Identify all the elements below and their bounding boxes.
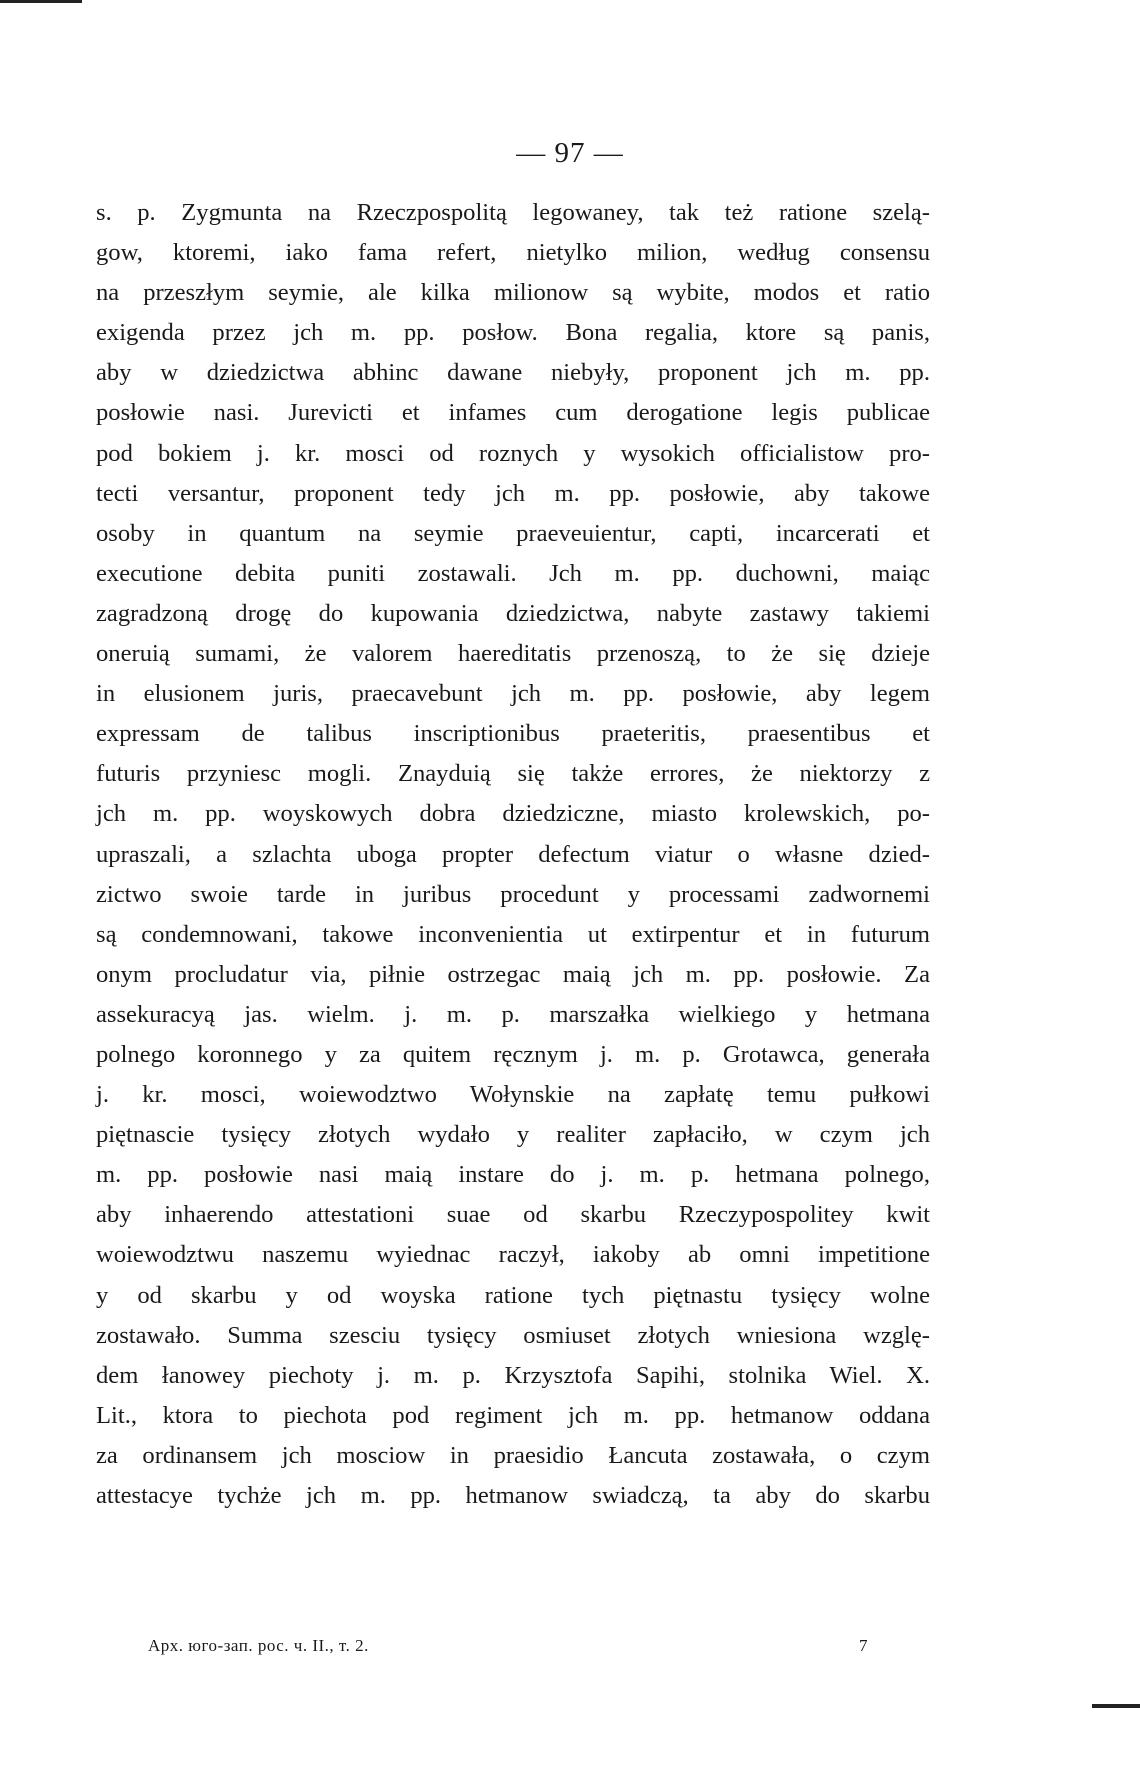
text-line: assekuracyą jas. wielm. j. m. p. marszałka wielkiego y hetmana bbox=[96, 1000, 930, 1028]
text-line: upraszali, a szlachta uboga propter defectum viatur o własne dzied- bbox=[96, 840, 930, 868]
text-line: expressam de talibus inscriptionibus praeteritis, praesentibus et bbox=[96, 720, 930, 748]
text-line: zictwo swoie tarde in juribus procedunt y processami zadwornemi bbox=[96, 880, 930, 908]
footer-sheet-number: 7 bbox=[859, 1636, 868, 1655]
text-line: futuris przyniesc mogli. Znayduią się także errores, że niektorzy z bbox=[96, 760, 930, 788]
text-line: aby inhaerendo attestationi suae od skarbu Rzeczypospolitey kwit bbox=[96, 1201, 930, 1229]
text-line: y od skarbu y od woyska ratione tych piętnastu tysięcy wolne bbox=[96, 1281, 930, 1309]
text-line: j. kr. mosci, woiewodztwo Wołynskie na zapłatę temu pułkowi bbox=[96, 1081, 930, 1109]
text-line: in elusionem juris, praecavebunt jch m. pp. posłowie, aby legem bbox=[96, 680, 930, 708]
text-line: piętnascie tysięcy złotych wydało y realiter zapłaciło, w czym jch bbox=[96, 1121, 930, 1149]
text-line: executione debita puniti zostawali. Jch m. pp. duchowni, maiąc bbox=[96, 559, 930, 587]
text-line: osoby in quantum na seymie praeveuientur, capti, incarcerati et bbox=[96, 519, 930, 547]
text-line: pod bokiem j. kr. mosci od roznych y wysokich officialistow pro- bbox=[96, 439, 930, 467]
footer-signature: Арх. юго-зап. рос. ч. II., т. 2. bbox=[148, 1636, 369, 1655]
page-number: — 97 — bbox=[516, 137, 624, 169]
text-line: są condemnowani, takowe inconvenientia ut extirpentur et in futurum bbox=[96, 920, 930, 948]
text-line: onym procludatur via, piłnie ostrzegac maią jch m. pp. posłowie. Za bbox=[96, 960, 930, 988]
text-line: exigenda przez jch m. pp. posłow. Bona regalia, ktore są panis, bbox=[96, 319, 930, 347]
text-line: s. p. Zygmunta na Rzeczpospolitą legowaney, tak też ratione szelą- bbox=[96, 199, 930, 226]
scan-edge-mark bbox=[0, 0, 82, 3]
text-line: gow, ktoremi, iako fama refert, nietylko milion, według consensu bbox=[96, 239, 930, 267]
scan-edge-mark-bottom bbox=[1092, 1704, 1140, 1708]
text-line: zagradzoną drogę do kupowania dziedzictwa, nabyte zastawy takiemi bbox=[96, 599, 930, 627]
text-line: posłowie nasi. Jurevicti et infames cum derogatione legis publicae bbox=[96, 399, 930, 427]
text-line: aby w dziedzictwa abhinc dawane niebyły, proponent jch m. pp. bbox=[96, 359, 930, 387]
text-line: tecti versantur, proponent tedy jch m. pp. posłowie, aby takowe bbox=[96, 479, 930, 507]
text-line: jch m. pp. woyskowych dobra dziedziczne, miasto krolewskich, po- bbox=[96, 800, 930, 828]
text-line: oneruią sumami, że valorem haereditatis przenoszą, to że się dzieje bbox=[96, 640, 930, 668]
text-line: Lit., ktora to piechota pod regiment jch m. pp. hetmanow oddana bbox=[96, 1401, 930, 1429]
text-line: na przeszłym seymie, ale kilka milionow są wybite, modos et ratio bbox=[96, 279, 930, 307]
text-line: attestacye tychże jch m. pp. hetmanow swiadczą, ta aby do skarbu bbox=[96, 1482, 930, 1509]
body-text bbox=[96, 193, 930, 1516]
text-line: za ordinansem jch mosciow in praesidio Łancuta zostawała, o czym bbox=[96, 1441, 930, 1469]
text-line: polnego koronnego y za quitem ręcznym j. m. p. Grotawca, generała bbox=[96, 1040, 930, 1068]
page-footer bbox=[148, 1636, 868, 1666]
text-line: woiewodztwu naszemu wyiednac raczył, iakoby ab omni impetitione bbox=[96, 1241, 930, 1269]
text-line: dem łanowey piechoty j. m. p. Krzysztofa Sapihi, stolnika Wiel. X. bbox=[96, 1361, 930, 1389]
text-line: m. pp. posłowie nasi maią instare do j. m. p. hetmana polnego, bbox=[96, 1161, 930, 1189]
text-line: zostawało. Summa szesciu tysięcy osmiuset złotych wniesiona wzglę- bbox=[96, 1321, 930, 1349]
